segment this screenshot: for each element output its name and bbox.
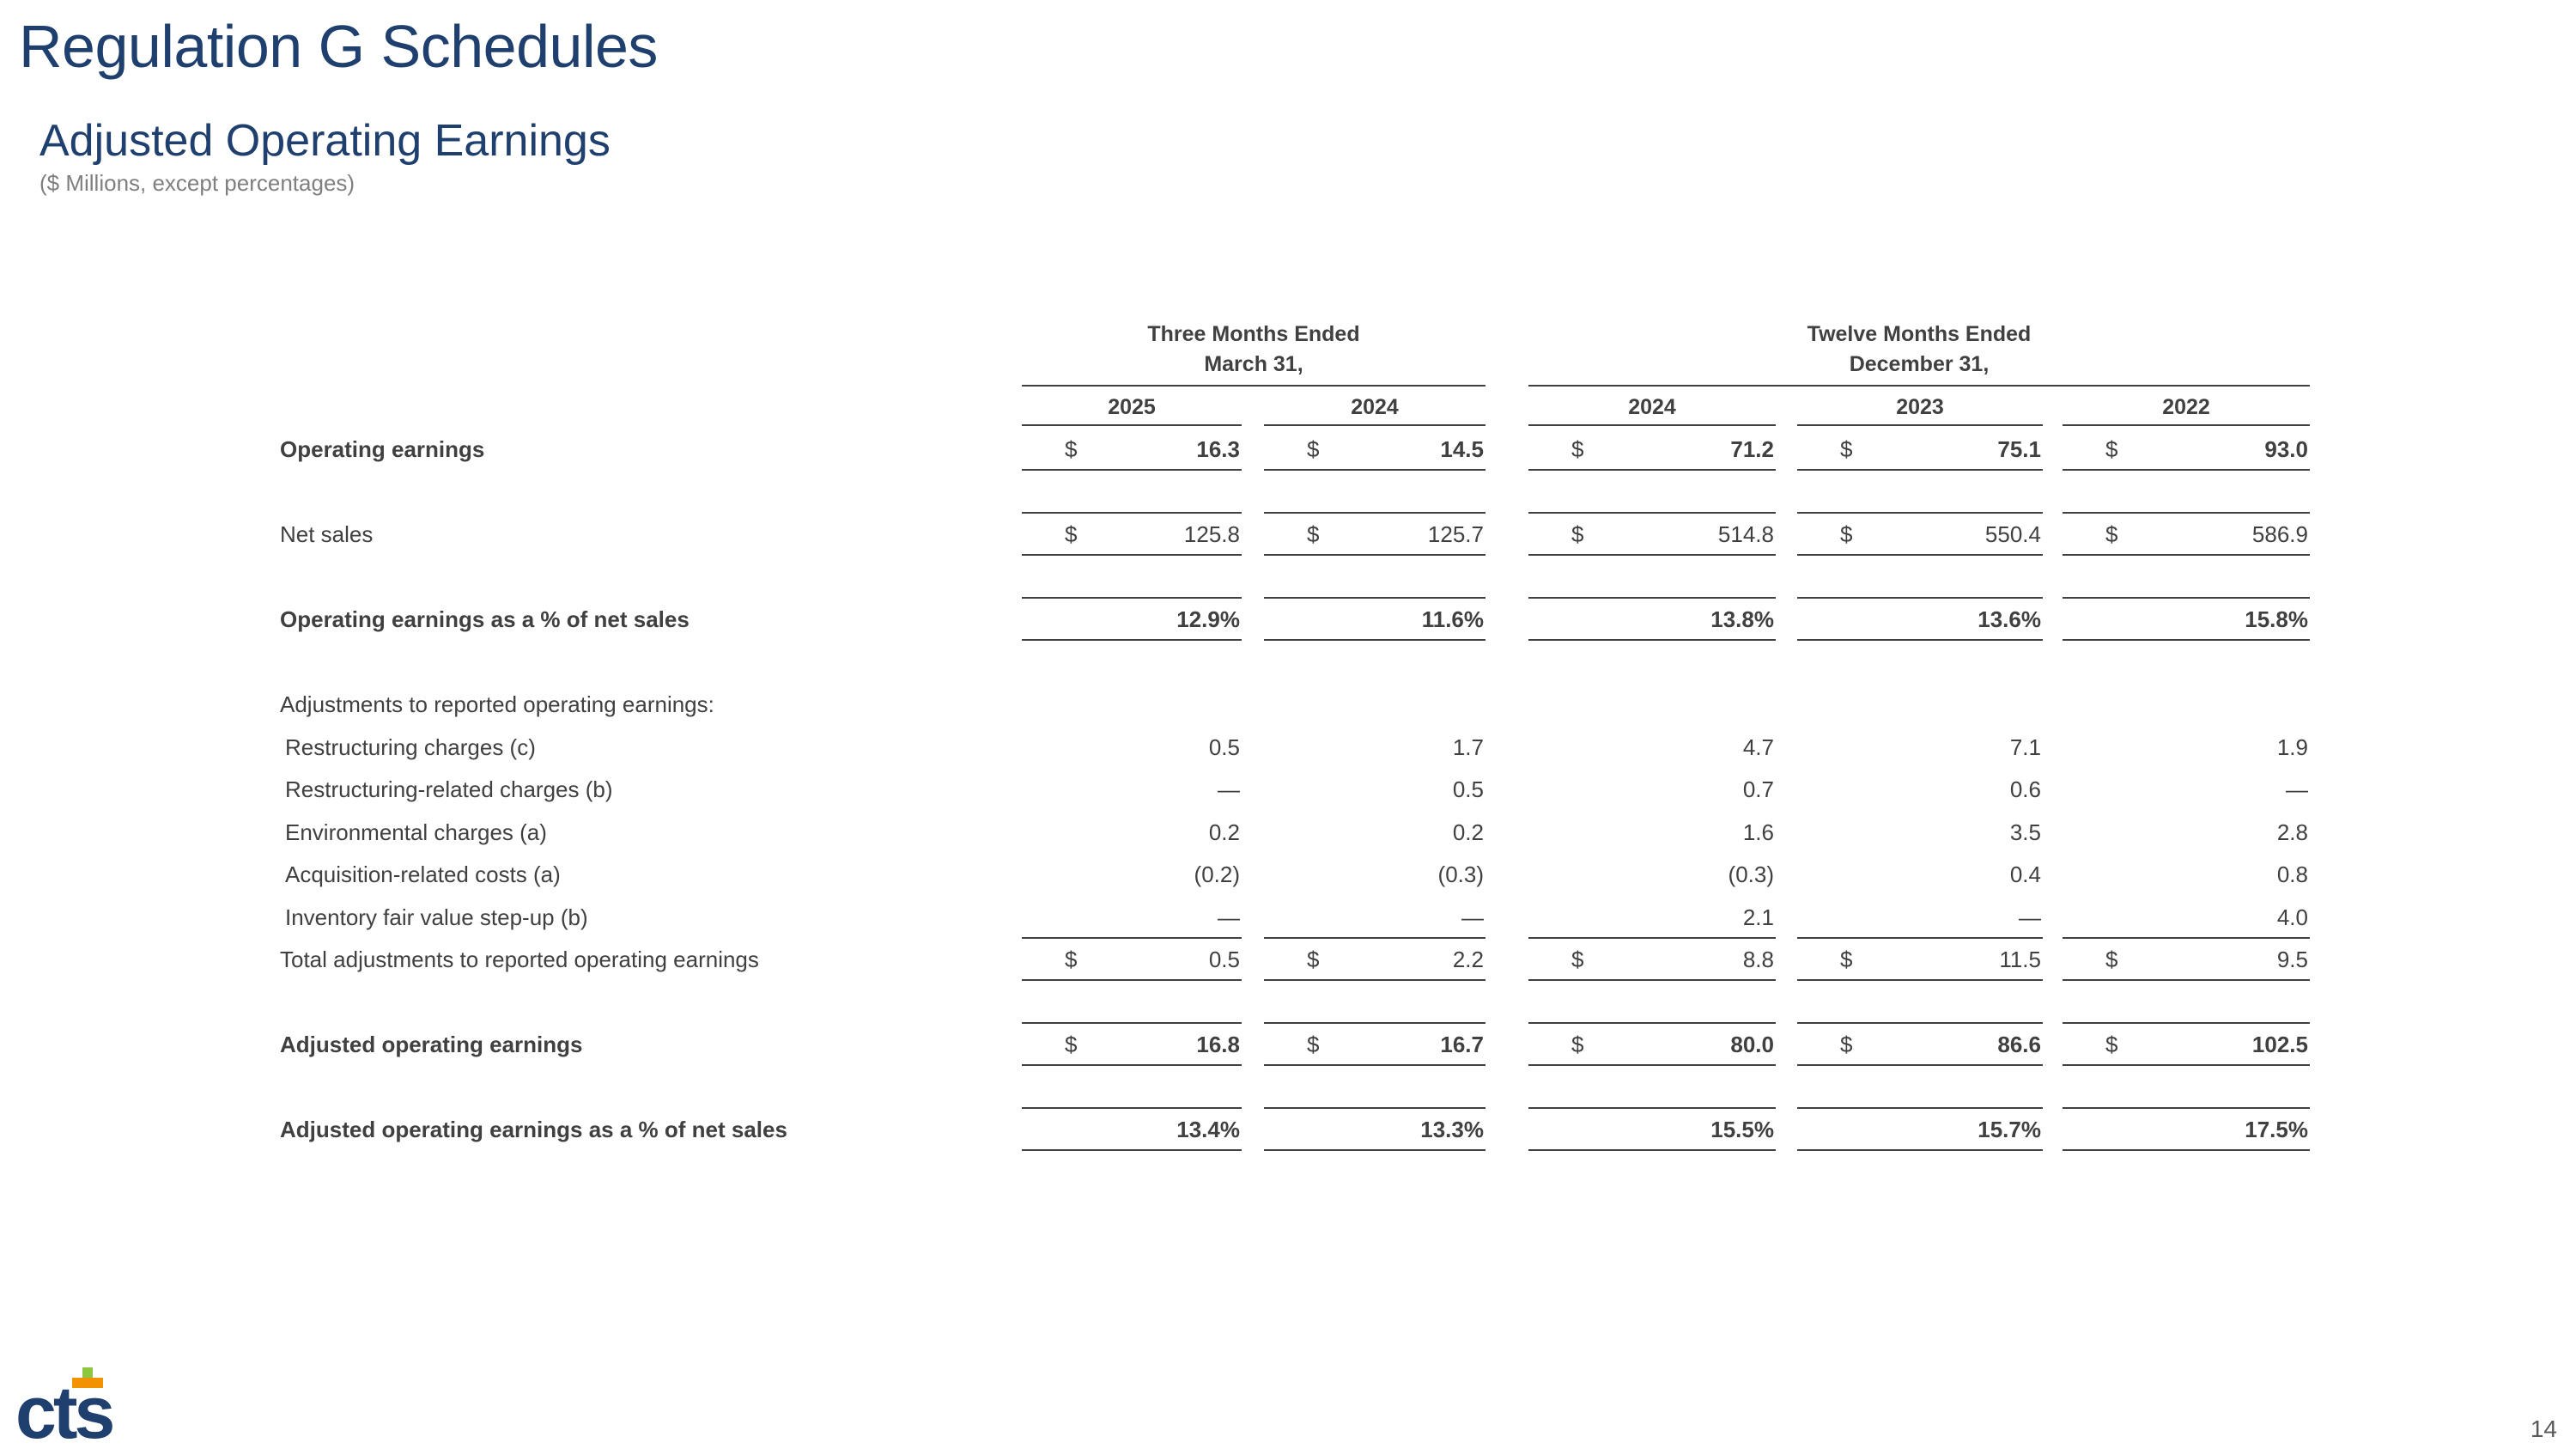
year-header-rule bbox=[1797, 424, 2043, 426]
cell-underline bbox=[1528, 639, 1776, 641]
table-cell bbox=[2063, 1032, 2310, 1066]
table-cell bbox=[2063, 819, 2310, 854]
spacer-rule bbox=[1264, 597, 1485, 599]
table-cell bbox=[1528, 436, 1776, 471]
table-cell bbox=[1797, 776, 2043, 811]
cell-value: 0.2 bbox=[1452, 819, 1484, 845]
cell-underline bbox=[1528, 979, 1776, 981]
cell-value: — bbox=[2019, 904, 2041, 930]
cell-value: 14.5 bbox=[1440, 436, 1484, 462]
cell-underline bbox=[1264, 937, 1485, 939]
cell-value: 71.2 bbox=[1730, 436, 1774, 462]
cell-underline bbox=[1022, 469, 1242, 471]
cell-underline bbox=[1797, 1064, 2043, 1066]
cell-value: 586.9 bbox=[2251, 521, 2308, 547]
cell-value: 8.8 bbox=[1742, 947, 1774, 972]
cell-value: 86.6 bbox=[1997, 1032, 2041, 1057]
table-cell bbox=[1797, 1117, 2043, 1151]
table-cell bbox=[1797, 1032, 2043, 1066]
currency-symbol: $ bbox=[1065, 1032, 1078, 1057]
cell-value: 1.6 bbox=[1742, 819, 1774, 845]
cell-value: 11.6% bbox=[1421, 606, 1484, 632]
cell-value: — bbox=[1218, 776, 1240, 802]
cell-underline bbox=[1022, 1064, 1242, 1066]
year-header-rule bbox=[2063, 424, 2310, 426]
row-label: Adjusted operating earnings bbox=[280, 1032, 583, 1057]
cell-underline bbox=[1797, 937, 2043, 939]
cell-value: — bbox=[2286, 776, 2308, 802]
year-header: 2025 bbox=[1108, 395, 1156, 419]
cell-value: 125.7 bbox=[1427, 521, 1484, 547]
cell-value: 80.0 bbox=[1730, 1032, 1774, 1057]
row-label: Restructuring charges (c) bbox=[285, 734, 536, 760]
cell-underline bbox=[1264, 979, 1485, 981]
cell-value: 0.5 bbox=[1452, 776, 1484, 802]
table-cell bbox=[1528, 776, 1776, 811]
cell-underline bbox=[2063, 1149, 2310, 1151]
table-cell bbox=[1528, 947, 1776, 981]
currency-symbol: $ bbox=[1571, 436, 1584, 462]
group-rule bbox=[1022, 385, 1485, 387]
cell-value: 0.5 bbox=[1208, 734, 1240, 760]
cell-underline bbox=[1264, 639, 1485, 641]
table-cell bbox=[1797, 734, 2043, 769]
table-cell bbox=[2063, 947, 2310, 981]
cell-value: — bbox=[1461, 904, 1484, 930]
table-cell bbox=[1528, 1117, 1776, 1151]
table-cell bbox=[1022, 904, 1242, 939]
cell-value: (0.3) bbox=[1728, 861, 1774, 887]
table-cell bbox=[1022, 861, 1242, 896]
cell-underline bbox=[2063, 979, 2310, 981]
cell-value: 13.4% bbox=[1176, 1117, 1240, 1142]
spacer-rule bbox=[2063, 1022, 2310, 1024]
table-cell bbox=[2063, 861, 2310, 896]
cell-value: 93.0 bbox=[2264, 436, 2308, 462]
currency-symbol: $ bbox=[1065, 947, 1078, 972]
spacer-rule bbox=[1022, 1107, 1242, 1109]
cell-value: 11.5 bbox=[1999, 947, 2041, 972]
table-cell bbox=[1264, 734, 1485, 769]
cell-value: 12.9% bbox=[1176, 606, 1240, 632]
currency-symbol: $ bbox=[1840, 436, 1853, 462]
cell-underline bbox=[1022, 979, 1242, 981]
table-cell bbox=[1528, 521, 1776, 556]
cell-underline bbox=[1797, 639, 2043, 641]
currency-symbol: $ bbox=[2105, 947, 2118, 972]
row-label: Environmental charges (a) bbox=[285, 819, 547, 845]
cell-underline bbox=[1022, 639, 1242, 641]
cell-value: 0.2 bbox=[1208, 819, 1240, 845]
spacer-rule bbox=[1797, 1022, 2043, 1024]
table-cell bbox=[1797, 819, 2043, 854]
cell-value: — bbox=[1218, 904, 1240, 930]
cell-value: 16.7 bbox=[1440, 1032, 1484, 1057]
year-header: 2022 bbox=[2162, 395, 2210, 419]
spacer-rule bbox=[1528, 1107, 1776, 1109]
group-header-line2: December 31, bbox=[1849, 352, 1990, 376]
cell-underline bbox=[1264, 1064, 1485, 1066]
cell-value: 4.0 bbox=[2276, 904, 2308, 930]
cell-value: 16.3 bbox=[1196, 436, 1240, 462]
table-cell bbox=[1797, 606, 2043, 641]
table-cell bbox=[1264, 861, 1485, 896]
table-cell bbox=[1264, 947, 1485, 981]
row-label: Adjustments to reported operating earnings: bbox=[280, 691, 714, 717]
table-cell bbox=[1264, 819, 1485, 854]
table-cell bbox=[1797, 436, 2043, 471]
spacer-rule bbox=[1797, 512, 2043, 514]
table-cell bbox=[1022, 776, 1242, 811]
cell-value: 1.9 bbox=[2276, 734, 2308, 760]
currency-symbol: $ bbox=[1571, 1032, 1584, 1057]
table-cell bbox=[2063, 734, 2310, 769]
cell-value: 2.8 bbox=[2276, 819, 2308, 845]
table-cell bbox=[2063, 436, 2310, 471]
row-label: Operating earnings bbox=[280, 436, 485, 462]
spacer-rule bbox=[1022, 512, 1242, 514]
row-label: Inventory fair value step-up (b) bbox=[285, 904, 588, 930]
table-cell bbox=[1797, 521, 2043, 556]
units-note: ($ Millions, except percentages) bbox=[39, 170, 355, 196]
table-cell bbox=[1797, 904, 2043, 939]
cell-underline bbox=[1528, 1064, 1776, 1066]
year-header: 2024 bbox=[1351, 395, 1399, 419]
spacer-rule bbox=[1264, 1107, 1485, 1109]
table-cell bbox=[1264, 904, 1485, 939]
currency-symbol: $ bbox=[2105, 436, 2118, 462]
spacer-rule bbox=[1528, 512, 1776, 514]
cell-value: 550.4 bbox=[1984, 521, 2041, 547]
table-cell bbox=[1022, 947, 1242, 981]
cell-value: 17.5% bbox=[2245, 1117, 2308, 1142]
spacer-rule bbox=[1264, 1022, 1485, 1024]
cell-value: 9.5 bbox=[2276, 947, 2308, 972]
currency-symbol: $ bbox=[1571, 947, 1584, 972]
cell-value: 0.4 bbox=[2009, 861, 2041, 887]
cell-underline bbox=[1022, 1149, 1242, 1151]
row-label: Total adjustments to reported operating earnings bbox=[280, 947, 759, 972]
currency-symbol: $ bbox=[1840, 947, 1853, 972]
table-cell bbox=[1797, 947, 2043, 981]
cell-underline bbox=[1022, 937, 1242, 939]
page-title: Regulation G Schedules bbox=[19, 13, 658, 80]
table-cell bbox=[1022, 819, 1242, 854]
cell-value: 3.5 bbox=[2009, 819, 2041, 845]
cell-underline bbox=[1528, 554, 1776, 556]
cell-underline bbox=[1528, 1149, 1776, 1151]
table-cell bbox=[1022, 1032, 1242, 1066]
table-cell bbox=[2063, 1117, 2310, 1151]
cell-value: (0.2) bbox=[1194, 861, 1240, 887]
cell-value: 13.6% bbox=[1978, 606, 2041, 632]
row-label: Operating earnings as a % of net sales bbox=[280, 606, 690, 632]
cell-value: 2.2 bbox=[1452, 947, 1484, 972]
spacer-rule bbox=[1797, 1107, 2043, 1109]
cell-value: 15.8% bbox=[2245, 606, 2308, 632]
table-cell bbox=[2063, 521, 2310, 556]
row-label: Acquisition-related costs (a) bbox=[285, 861, 561, 887]
cell-value: 1.7 bbox=[1452, 734, 1484, 760]
group-rule bbox=[1528, 385, 2310, 387]
group-header-line1: Twelve Months Ended bbox=[1807, 322, 2032, 346]
currency-symbol: $ bbox=[1571, 521, 1584, 547]
currency-symbol: $ bbox=[1840, 521, 1853, 547]
group-header-line1: Three Months Ended bbox=[1147, 322, 1360, 346]
spacer-rule bbox=[2063, 512, 2310, 514]
spacer-rule bbox=[1022, 597, 1242, 599]
cell-underline bbox=[2063, 469, 2310, 471]
cell-value: 125.8 bbox=[1183, 521, 1240, 547]
table-cell bbox=[1528, 606, 1776, 641]
cell-value: 15.7% bbox=[1978, 1117, 2041, 1142]
cell-underline bbox=[1022, 554, 1242, 556]
cts-logo bbox=[15, 1364, 157, 1446]
cell-value: 0.6 bbox=[2009, 776, 2041, 802]
cell-value: 16.8 bbox=[1196, 1032, 1240, 1057]
table-cell bbox=[1264, 521, 1485, 556]
year-header: 2023 bbox=[1896, 395, 1944, 419]
table-cell bbox=[1528, 904, 1776, 939]
spacer-rule bbox=[1528, 597, 1776, 599]
table-cell bbox=[2063, 606, 2310, 641]
spacer-rule bbox=[2063, 597, 2310, 599]
year-header: 2024 bbox=[1628, 395, 1676, 419]
table-cell bbox=[1022, 734, 1242, 769]
currency-symbol: $ bbox=[1307, 521, 1320, 547]
year-header-rule bbox=[1528, 424, 1776, 426]
svg-text:cts: cts bbox=[15, 1372, 112, 1446]
currency-symbol: $ bbox=[1307, 1032, 1320, 1057]
row-label: Restructuring-related charges (b) bbox=[285, 776, 613, 802]
table-cell bbox=[2063, 904, 2310, 939]
table-cell bbox=[1264, 436, 1485, 471]
page-number: 14 bbox=[2530, 1416, 2557, 1442]
cell-underline bbox=[2063, 554, 2310, 556]
cell-underline bbox=[2063, 1064, 2310, 1066]
currency-symbol: $ bbox=[1307, 436, 1320, 462]
table-cell bbox=[1528, 819, 1776, 854]
row-label: Net sales bbox=[280, 521, 374, 547]
row-label: Adjusted operating earnings as a % of net sales bbox=[280, 1117, 787, 1142]
cell-value: 13.8% bbox=[1710, 606, 1774, 632]
cell-value: 0.5 bbox=[1208, 947, 1240, 972]
cell-underline bbox=[2063, 937, 2310, 939]
table-cell bbox=[1264, 606, 1485, 641]
table-cell bbox=[1022, 1117, 1242, 1151]
cell-underline bbox=[1797, 469, 2043, 471]
cell-underline bbox=[1264, 469, 1485, 471]
cell-underline bbox=[1264, 1149, 1485, 1151]
year-header-rule bbox=[1264, 424, 1485, 426]
cell-underline bbox=[1528, 469, 1776, 471]
table-cell bbox=[1022, 436, 1242, 471]
cell-underline bbox=[2063, 639, 2310, 641]
currency-symbol: $ bbox=[1307, 947, 1320, 972]
currency-symbol: $ bbox=[1065, 436, 1078, 462]
table-cell bbox=[2063, 776, 2310, 811]
cell-value: 15.5% bbox=[1710, 1117, 1774, 1142]
table-cell bbox=[1528, 734, 1776, 769]
group-header-three-months bbox=[1022, 320, 1485, 380]
currency-symbol: $ bbox=[1840, 1032, 1853, 1057]
spacer-rule bbox=[1797, 597, 2043, 599]
table-cell bbox=[1264, 1032, 1485, 1066]
table-cell bbox=[1022, 606, 1242, 641]
cell-underline bbox=[1264, 554, 1485, 556]
table-cell bbox=[1022, 521, 1242, 556]
cell-value: 13.3% bbox=[1420, 1117, 1484, 1142]
cell-value: 102.5 bbox=[2251, 1032, 2308, 1057]
cell-value: 75.1 bbox=[1997, 436, 2041, 462]
cell-value: 514.8 bbox=[1717, 521, 1774, 547]
currency-symbol: $ bbox=[2105, 1032, 2118, 1057]
cell-value: 7.1 bbox=[2009, 734, 2041, 760]
cell-value: (0.3) bbox=[1437, 861, 1484, 887]
spacer-rule bbox=[2063, 1107, 2310, 1109]
cell-underline bbox=[1797, 554, 2043, 556]
section-title: Adjusted Operating Earnings bbox=[39, 116, 611, 166]
table-cell bbox=[1528, 1032, 1776, 1066]
table-cell bbox=[1528, 861, 1776, 896]
cell-value: 4.7 bbox=[1742, 734, 1774, 760]
cell-underline bbox=[1797, 1149, 2043, 1151]
cell-value: 0.8 bbox=[2276, 861, 2308, 887]
spacer-rule bbox=[1264, 512, 1485, 514]
spacer-rule bbox=[1022, 1022, 1242, 1024]
group-header-line2: March 31, bbox=[1204, 352, 1303, 376]
year-header-rule bbox=[1022, 424, 1242, 426]
table-cell bbox=[1264, 776, 1485, 811]
table-cell bbox=[1264, 1117, 1485, 1151]
group-header-twelve-months bbox=[1528, 320, 2310, 380]
cell-value: 0.7 bbox=[1742, 776, 1774, 802]
cell-underline bbox=[1797, 979, 2043, 981]
spacer-rule bbox=[1528, 1022, 1776, 1024]
table-cell bbox=[1797, 861, 2043, 896]
cell-value: 2.1 bbox=[1742, 904, 1774, 930]
cell-underline bbox=[1528, 937, 1776, 939]
currency-symbol: $ bbox=[1065, 521, 1078, 547]
currency-symbol: $ bbox=[2105, 521, 2118, 547]
